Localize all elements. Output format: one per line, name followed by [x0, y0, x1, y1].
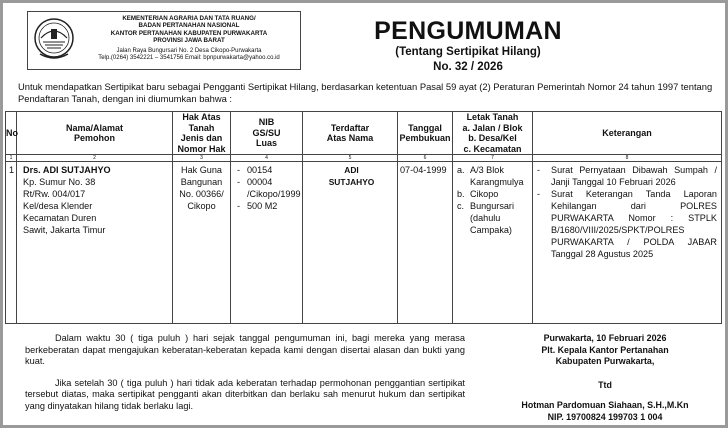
table-row [6, 162, 722, 324]
nib-value: 00154 [247, 165, 273, 175]
footer-text [25, 333, 465, 423]
col-number: 7 [453, 155, 533, 162]
bpn-logo-icon [32, 16, 76, 64]
col-number: 1 [6, 155, 17, 162]
row-no: 1 [6, 162, 17, 324]
place-date: Purwakarta, 10 Februari 2026 [543, 333, 667, 343]
col-number: 6 [398, 155, 453, 162]
col-header-registered: Terdaftar Atas Nama [303, 112, 398, 155]
notes-list [537, 164, 717, 260]
rights-line: No. 00366/ [179, 189, 224, 199]
row-date: 07-04-1999 [398, 162, 453, 324]
col-number: 5 [303, 155, 398, 162]
list-item: - 500 M2 [237, 201, 278, 211]
location-street: A/3 Blok Karangmulya [470, 165, 524, 187]
location-marker: a. [457, 165, 465, 175]
col-number: 8 [533, 155, 722, 162]
row-nib [231, 162, 303, 324]
letterhead-title [80, 15, 298, 44]
rights-line: Hak Guna [181, 165, 222, 175]
list-item [237, 188, 299, 200]
gs-value: 00004 [247, 177, 273, 187]
row-rights [173, 162, 231, 324]
signer-position: Plt. Kepala Kantor Pertanahan [541, 344, 669, 355]
signer-nip: NIP. 19700824 199703 1 004 [547, 411, 663, 422]
location-marker: b. [457, 189, 465, 199]
col-number: 2 [17, 155, 173, 162]
col-number: 4 [231, 155, 303, 162]
location-district: Bungursari (dahulu Campaka) [470, 201, 514, 235]
letterhead-line: KANTOR PERTANAHAN KABUPATEN PURWAKARTA [110, 29, 268, 37]
signer-info [495, 400, 715, 423]
list-item [457, 164, 529, 188]
note-text: Surat Pernyataan Dibawah Sumpah / Janji Tanggal 10 Februari 2026 [551, 165, 717, 187]
list-item: - 00004 [237, 177, 273, 187]
registered-line: SUTJAHYO [328, 177, 375, 187]
list-item: - Surat Pernyataan Dibawah Sumpah / Janji Tanggal 10 Februari 2026 [537, 165, 717, 187]
row-notes [533, 162, 722, 324]
letterhead-line: KEMENTERIAN AGRARIA DAN TATA RUANG/ [122, 15, 256, 22]
footer-paragraph: Dalam waktu 30 ( tiga puluh ) hari sejak tanggal pengumuman ini, bagi mereka yang merasa berkeberatan dapat mengajukan keberatan-keberatan kepada kami dengan disertai alasan dan bukti yang kuat. [25, 333, 465, 367]
letterhead-line: PROVINSI JAWA BARAT [153, 36, 225, 44]
applicant-address-line: Kel/desa Klender [23, 201, 93, 211]
signed-mark: Ttd [598, 380, 612, 390]
applicant-address-line: Kp. Sumur No. 38 [23, 177, 96, 187]
announcement-title: PENGUMUMAN [374, 17, 562, 45]
area-value: 500 M2 [247, 201, 278, 211]
row-applicant [17, 162, 173, 324]
letterhead-contact: Telp.(0264) 3542221 – 3541756 Email: bpnpurwakarta@yahoo.co.id [98, 55, 280, 62]
registered-line: ADI [344, 165, 359, 175]
applicant-address-line: Sawit, Jakarta Timur [23, 225, 106, 235]
announcement-number: No. 32 / 2026 [433, 61, 503, 73]
signer-name: Hotman Pardomuan Siahaan, S.H.,M.Kn [521, 400, 689, 410]
location-list [457, 164, 529, 236]
letterhead-address: Jalan Raya Bungursari No. 2 Desa Cikopo-Purwakarta [116, 48, 262, 54]
col-header-nib: NIB GS/SU Luas [231, 112, 303, 155]
applicant-address-line: Rt/Rw. 004/017 [23, 189, 86, 199]
announcement-page [3, 3, 725, 425]
certificate-table [5, 111, 722, 324]
gs-year: /Cikopo/1999 [247, 189, 301, 199]
nib-list [237, 164, 299, 212]
rights-line: Cikopo [187, 201, 216, 211]
list-item: - Surat Keterangan Tanda Laporan Kehilangan dari POLRES PURWAKARTA Nomor : STPLK B/1680/VIII/2025/SPKT/POLRES PURWAKARTA / POLDA JABAR Tanggal 28 Agustus 2025 [537, 189, 717, 259]
col-header-location: Letak Tanah a. Jalan / Blok b. Desa/Kel c. Kecamatan [453, 112, 533, 155]
announcement-intro: Untuk mendapatkan Sertipikat baru sebagai Pengganti Sertipikat Hilang, berdasarkan ketentuan Pasal 59 ayat (2) Peraturan Pemerintah Nomor 24 tahun 1997 tentang Pendaftaran Tanah, dengan ini diumumkan bahwa : [18, 81, 713, 104]
col-header-date: Tanggal Pembukuan [398, 112, 453, 155]
table-header-row [6, 112, 722, 155]
table-number-row [6, 155, 722, 162]
col-header-no: No [6, 112, 17, 155]
footer-paragraph: Jika setelah 30 ( tiga puluh ) hari tidak ada keberatan terhadap permohonan penggantian sertipikat tersebut diatas, maka sertipikat pengganti akan diterbitkan dan berlaku sah menurut hukum dan sertipikat yang dinyatakan hilang tidak berlaku lagi. [25, 377, 465, 411]
col-number: 3 [173, 155, 231, 162]
signer-position: Kabupaten Purwakarta, [555, 356, 655, 366]
letterhead-address-block [80, 48, 298, 63]
col-header-notes: Keterangan [533, 112, 722, 155]
letterhead-line: BADAN PERTANAHAN NASIONAL [138, 22, 240, 30]
note-text: Surat Keterangan Tanda Laporan Kehilangan dari POLRES PURWAKARTA Nomor : STPLK B/1680/VIII/2025/SPKT/POLRES PURWAKARTA / POLDA JABAR Tanggal 28 Agustus 2025 [551, 189, 717, 259]
row-registered [303, 162, 398, 324]
signature-block [495, 333, 715, 368]
applicant-name: Drs. ADI SUTJAHYO [23, 165, 111, 175]
list-item [457, 188, 529, 200]
col-header-applicant: Nama/Alamat Pemohon [17, 112, 173, 155]
rights-line: Bangunan [180, 177, 223, 187]
letterhead [27, 11, 301, 70]
location-village: Cikopo [470, 189, 499, 199]
col-header-rights: Hak Atas Tanah Jenis dan Nomor Hak [173, 112, 231, 155]
list-item [457, 200, 529, 236]
row-location [453, 162, 533, 324]
list-item: - 00154 [237, 165, 273, 175]
announcement-subtitle: (Tentang Sertipikat Hilang) [395, 46, 541, 58]
location-marker: c. [457, 201, 465, 211]
applicant-address-line: Kecamatan Duren [23, 213, 97, 223]
